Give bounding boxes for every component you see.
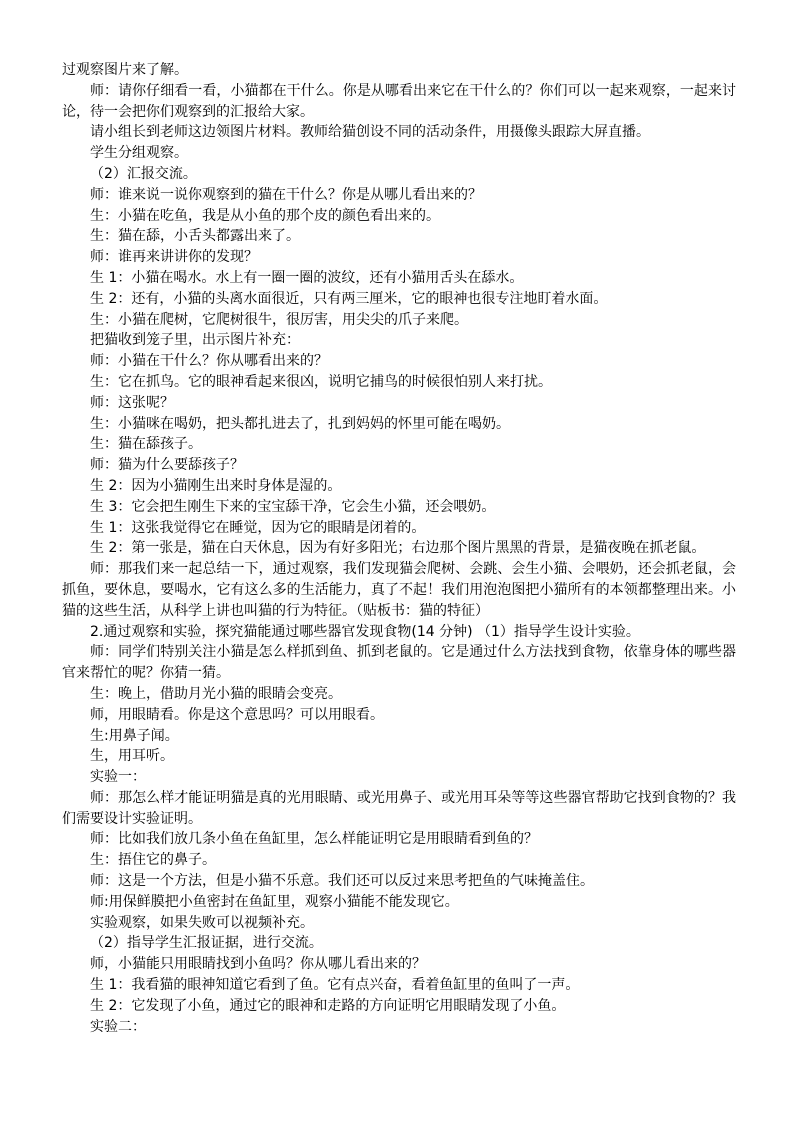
paragraph: 生 2：还有，小猫的头离水面很近，只有两三厘米，它的眼神也很专注地盯着水面。: [90, 290, 608, 307]
section-heading: 2.通过观察和实验，探究猫能通过哪些器官发现食物(14 分钟) （1）指导学生设计实验。: [90, 623, 640, 640]
paragraph: 师：谁来说一说你观察到的猫在干什么？你是从哪儿看出来的？: [90, 186, 482, 203]
paragraph: 生 3：它会把生刚生下来的宝宝舔干净，它会生小猫，还会喂奶。: [90, 498, 496, 515]
paragraph: 生 1：我看猫的眼神知道它看到了鱼。它有点兴奋，看着鱼缸里的鱼叫了一声。: [90, 977, 580, 994]
paragraph: 生:用鼻子闻。: [90, 727, 179, 744]
paragraph: 学生分组观察。: [90, 145, 188, 162]
paragraph: 生：猫在舔，小舌头都露出来了。: [90, 228, 300, 245]
paragraph: 师，小猫能只用眼睛找到小鱼吗？你从哪儿看出来的？: [90, 956, 426, 973]
section-heading: 实验一：: [90, 769, 146, 786]
section-heading: （2）汇报交流。: [90, 165, 197, 182]
document-page: [62, 60, 736, 1037]
paragraph: 生：小猫咪在喝奶，把头都扎进去了，扎到妈妈的怀里可能在喝奶。: [90, 415, 510, 432]
paragraph: 生：小猫在爬树，它爬树很牛，很厉害，用尖尖的爪子来爬。: [90, 311, 468, 328]
paragraph: 师：那我们来一起总结一下，通过观察，我们发现猫会爬树、会跳、会生小猫、会喂奶，还会抓老鼠，会抓鱼，要休息，要喝水，它有这么多的生活能力，真了不起！我们用泡泡图把小猫所有的本领都整理出来。小猫的这些生活，从科学上讲也叫猫的行为特征。（贴板书：猫的特征）: [62, 561, 736, 619]
paragraph: 师，用眼睛看。你是这个意思吗？可以用眼看。: [90, 706, 384, 723]
paragraph: 生 2：它发现了小鱼，通过它的眼神和走路的方向证明它用眼睛发现了小鱼。: [90, 997, 566, 1014]
paragraph: 师：比如我们放几条小鱼在鱼缸里，怎么样能证明它是用眼睛看到鱼的？: [90, 831, 538, 848]
paragraph: 师：小猫在干什么？你从哪看出来的？: [90, 353, 328, 370]
paragraph: 师：这张呢？: [90, 394, 174, 411]
paragraph: 生：晚上，借助月光小猫的眼睛会变亮。: [90, 685, 342, 702]
paragraph: 师：这是一个方法，但是小猫不乐意。我们还可以反过来思考把鱼的气味掩盖住。: [90, 873, 594, 890]
paragraph: 把猫收到笼子里，出示图片补充：: [90, 332, 300, 349]
paragraph: 师：猫为什么要舔孩子？: [90, 457, 244, 474]
paragraph: 实验观察，如果失败可以视频补充。: [90, 914, 314, 931]
paragraph: 请小组长到老师这边领图片材料。教师给猫创设不同的活动条件，用摄像头跟踪大屏直播。: [90, 124, 650, 141]
paragraph: 生：小猫在吃鱼，我是从小鱼的那个皮的颜色看出来的。: [90, 207, 440, 224]
paragraph: 生：捂住它的鼻子。: [90, 852, 216, 869]
paragraph: 师：请你仔细看一看，小猫都在干什么。你是从哪看出来它在干什么的？你们可以一起来观察，一起来讨论，待一会把你们观察到的汇报给大家。: [62, 82, 736, 120]
paragraph-continuation: 过观察图片来了解。: [62, 62, 188, 78]
paragraph: 生 1：小猫在喝水。水上有一圈一圈的波纹，还有小猫用舌头在舔水。: [90, 269, 524, 286]
paragraph: 生 2：第一张是，猫在白天休息，因为有好多阳光；右边那个图片黑黑的背景，是猫夜晚在抓老鼠。: [90, 540, 706, 557]
paragraph: 师：谁再来讲讲你的发现？: [90, 249, 258, 266]
paragraph: 师：同学们特别关注小猫是怎么样抓到鱼、抓到老鼠的。它是通过什么方法找到食物，依靠身体的哪些器官来帮忙的呢？你猜一猜。: [62, 644, 736, 682]
paragraph: 生 2：因为小猫刚生出来时身体是湿的。: [90, 477, 342, 494]
paragraph: 师：那怎么样才能证明猫是真的光用眼睛、或光用鼻子、或光用耳朵等等这些器官帮助它找到食物的？我们需要设计实验证明。: [62, 789, 736, 827]
section-heading: （2）指导学生汇报证据，进行交流。: [90, 935, 323, 952]
paragraph: 生：它在抓鸟。它的眼神看起来很凶，说明它捕鸟的时候很怕别人来打扰。: [90, 373, 552, 390]
section-heading: 实验二：: [90, 1018, 146, 1035]
paragraph: 师:用保鲜膜把小鱼密封在鱼缸里，观察小猫能不能发现它。: [90, 893, 459, 910]
paragraph: 生，用耳听。: [90, 748, 174, 765]
paragraph: 生 1：这张我觉得它在睡觉，因为它的眼睛是闭着的。: [90, 519, 426, 536]
paragraph: 生：猫在舔孩子。: [90, 436, 202, 453]
